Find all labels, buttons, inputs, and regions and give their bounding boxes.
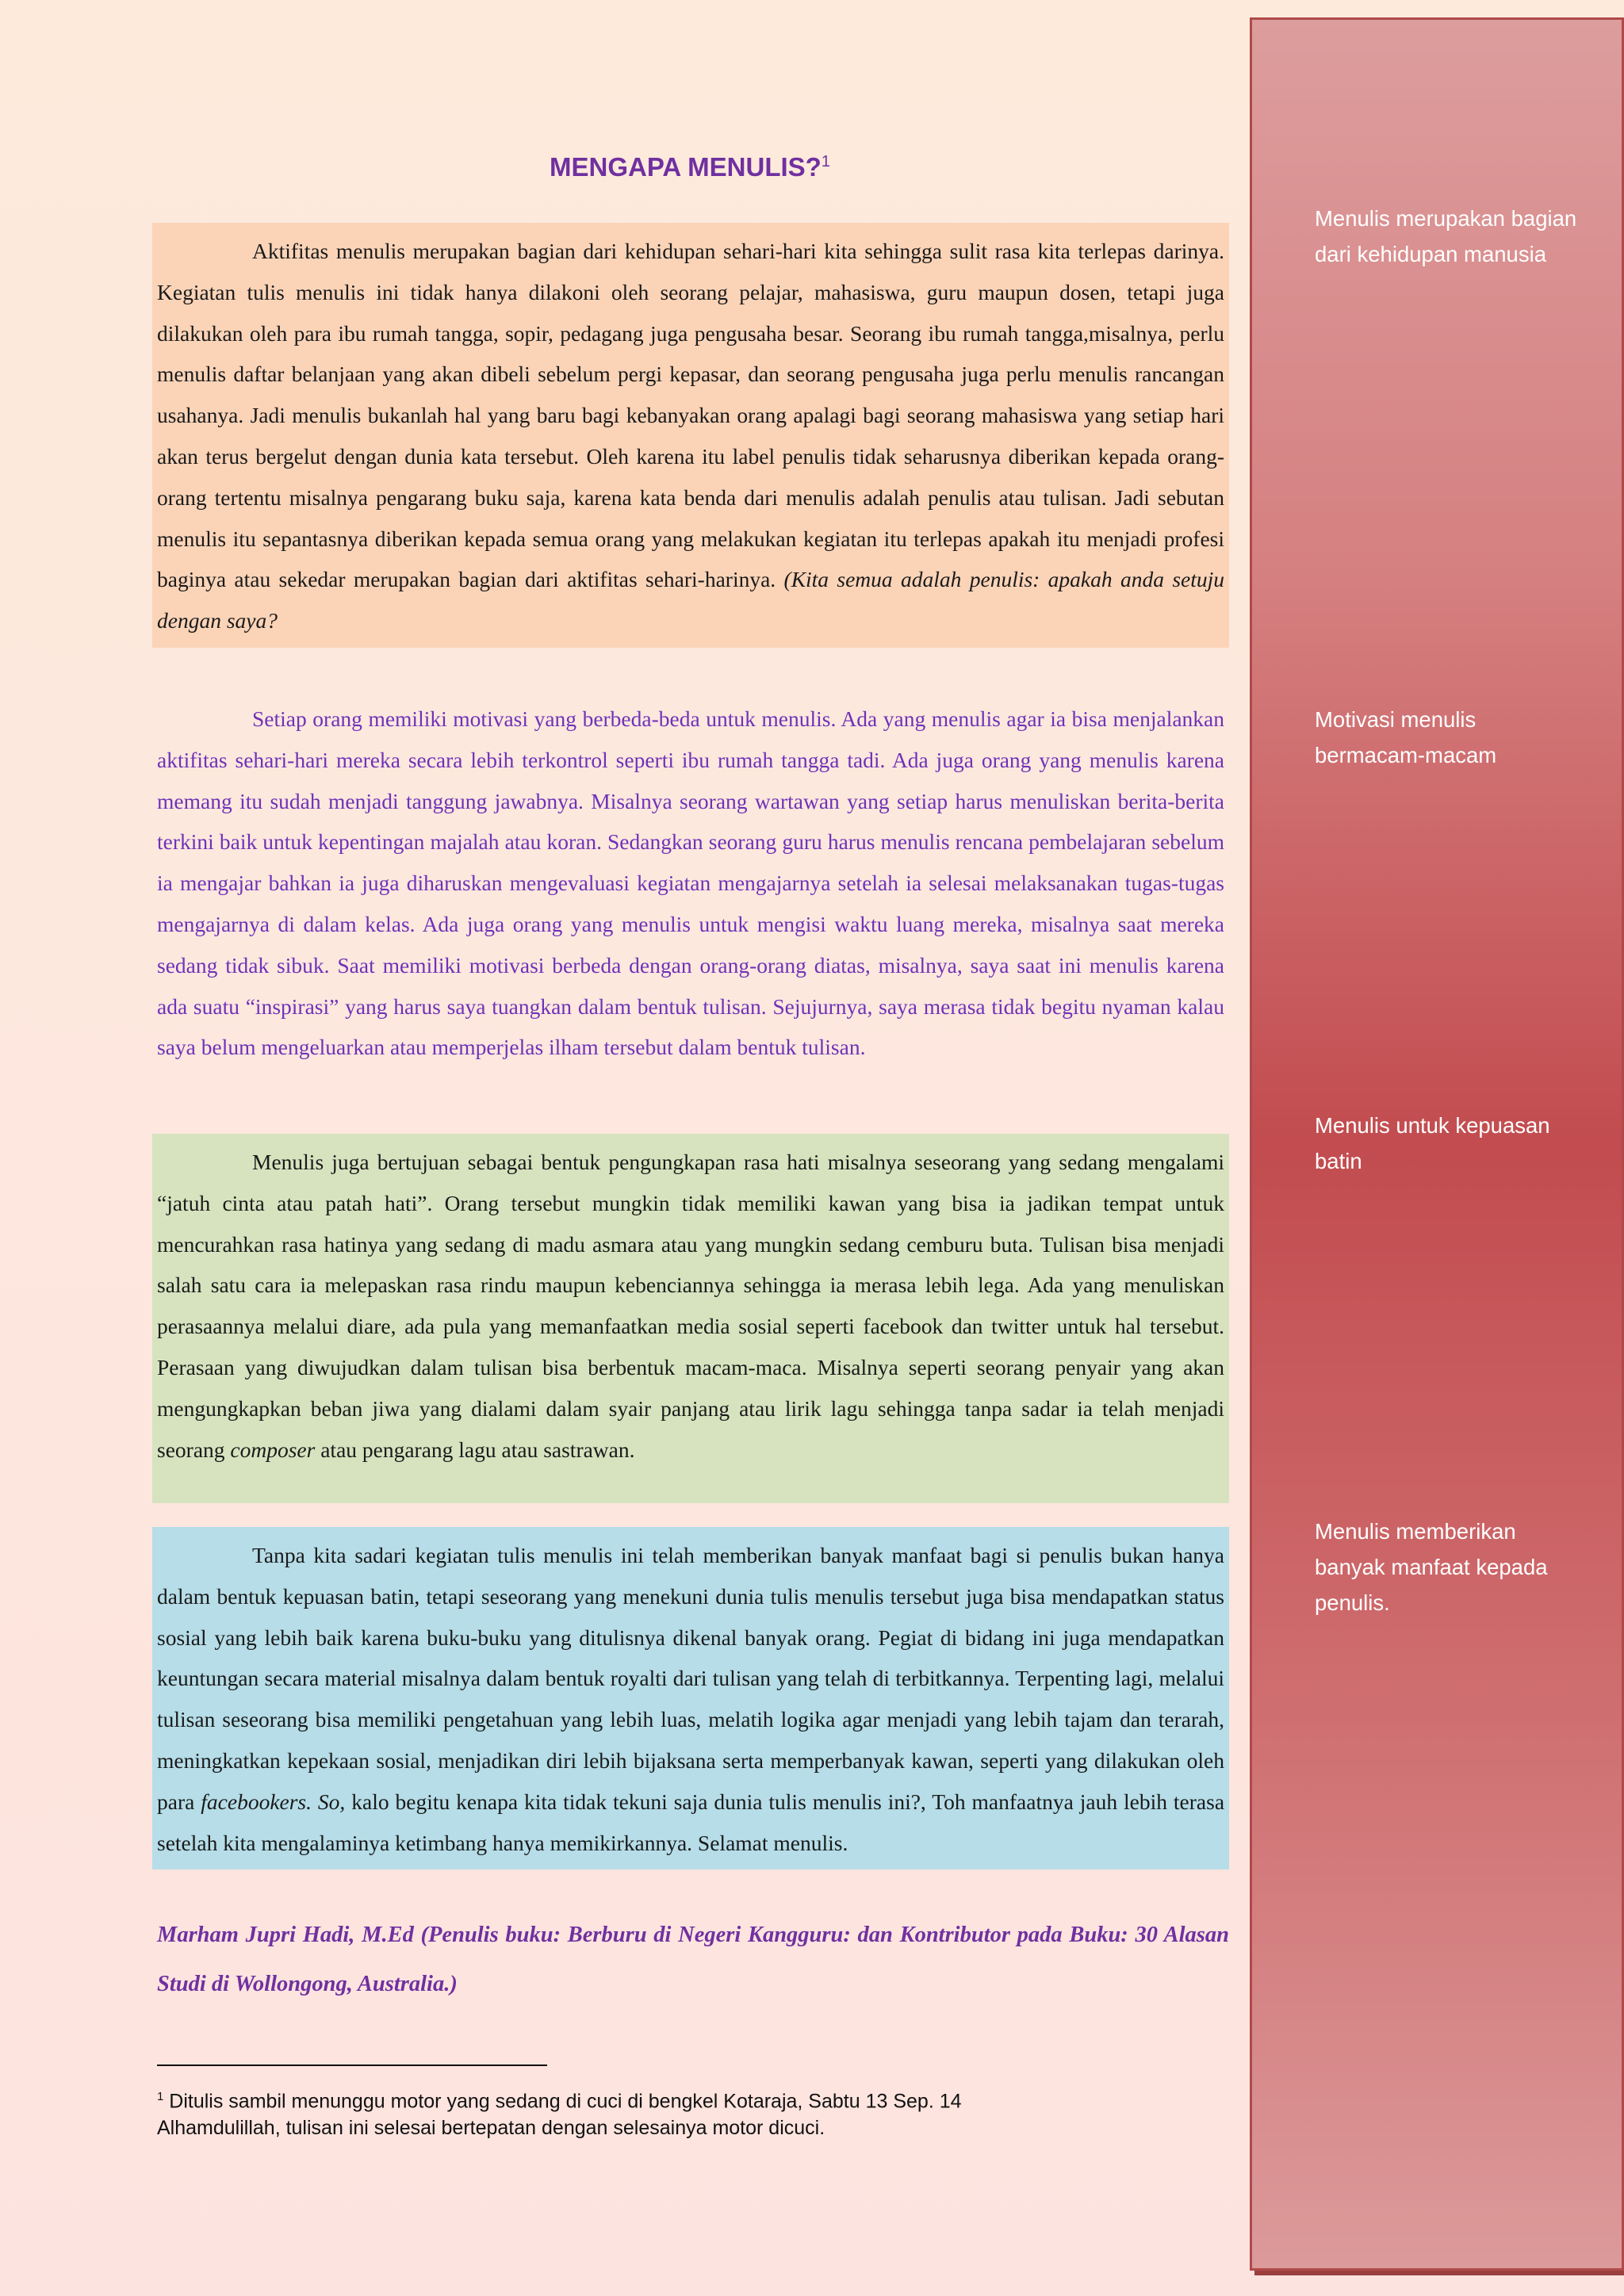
author-line: Marham Jupri Hadi, M.Ed (Penulis buku: Berburu di Negeri Kangguru: dan Kontributor pada Buku: 30 Alasan Studi di Wollongong, Australia.) — [157, 1923, 1229, 1996]
footnote-divider — [157, 2064, 547, 2066]
paragraph-1-text: Aktifitas menulis merupakan bagian dari kehidupan sehari-hari kita sehingga sulit rasa kita terlepas darinya. Kegiatan tulis menulis ini tidak hanya dilakoni oleh seorang pelajar, mahasiswa, guru maupun dosen, tetapi juga dilakukan oleh para ibu rumah tangga, sopir, pedagang juga pengusaha besar. Seorang ibu rumah tangga,misalnya, perlu menulis daftar belanjaan yang akan dibeli sebelum pergi kepasar, dan seorang pengusaha juga perlu menulis rancangan usahanya. Jadi menulis bukanlah hal yang baru bagi kebanyakan orang apalagi bagi seorang mahasiswa yang setiap hari akan terus bergelut dengan dunia kata tersebut. Oleh karena itu label penulis tidak seharusnya diberikan kepada orang-orang tertentu misalnya pengarang buku saja, karena kata benda dari menulis adalah penulis atau tulisan. Jadi sebutan menulis itu sepantasnya diberikan kepada semua orang yang melakukan kegiatan itu terlepas apakah itu menjadi profesi baginya atau sekedar merupakan bagian dari aktifitas sehari-harinya. — [157, 239, 1224, 592]
sidebar-note-3: Menulis untuk kepuasan batin — [1315, 1113, 1550, 1173]
paragraph-4-text-end: kalo begitu kenapa kita tidak tekuni saja dunia tulis menulis ini?, Toh manfaatnya jauh lebih terasa setelah kita mengalaminya ketimbang hanya memikirkannya. Selamat menulis. — [157, 1789, 1225, 1855]
footnote-line-1: Ditulis sambil menunggu motor yang sedang di cuci di bengkel Kotaraja, Sabtu 13 Sep. 14 — [169, 2090, 962, 2113]
title-footnote-mark: 1 — [821, 153, 830, 170]
paragraph-1 — [152, 223, 1229, 648]
page-title — [151, 152, 1229, 182]
sidebar-note-1: Menulis merupakan bagian dari kehidupan manusia — [1315, 206, 1577, 266]
footnote-mark: 1 — [157, 2090, 164, 2103]
paragraph-1-italic: (Kita semua adalah penulis: apakah anda setuju dengan saya? — [157, 567, 1225, 633]
paragraph-4-text: Tanpa kita sadari kegiatan tulis menulis ini telah memberikan banyak manfaat bagi si penulis bukan hanya dalam bentuk kepuasan batin, tetapi seseorang yang menekuni dunia tulis menulis tersebut juga bisa mendapatkan status sosial yang lebih baik karena buku-buku yang ditulisnya dikenal banyak orang. Pegiat di bidang ini juga mendapatkan keuntungan secara material misalnya dalam bentuk royalti dari tulisan yang telah di terbitkannya. Terpenting lagi, melalui tulisan seseorang bisa memiliki pengetahuan yang lebih luas, melatih logika agar menjadi yang lebih tajam dan terarah, meningkatkan kepekaan sosial, menjadikan diri lebih bijaksana serta memperbanyak kawan, seperti yang dilakukan oleh para — [157, 1543, 1224, 1814]
paragraph-4 — [152, 1527, 1229, 1869]
sidebar-note-2: Motivasi menulis bermacam-macam — [1315, 707, 1497, 767]
sidebar-note-4: Menulis memberikan banyak manfaat kepada penulis. — [1315, 1519, 1548, 1615]
paragraph-3-italic: composer — [230, 1437, 316, 1462]
paragraph-3-text: Menulis juga bertujuan sebagai bentuk pengungkapan rasa hati misalnya seseorang yang sedang mengalami “jatuh cinta atau patah hati”. Orang tersebut mungkin tidak memiliki kawan yang bisa ia jadikan tempat untuk mencurahkan rasa hatinya yang sedang di madu asmara atau yang mungkin sedang cemburu buta. Tulisan bisa menjadi salah satu cara ia melepaskan rasa rindu maupun kebenciannya sehingga ia merasa lebih lega. Ada yang menuliskan perasaannya melalui diare, ada pula yang memanfaatkan media sosial seperti facebook dan twitter untuk hal tersebut. Perasaan yang diwujudkan dalam tulisan bisa berbentuk macam-maca. Misalnya seperti seorang penyair yang akan mengungkapkan beban jiwa yang dialami dalam syair panjang atau lirik lagu sehingga tanpa sadar ia telah menjadi seorang — [157, 1150, 1224, 1462]
paragraph-2 — [152, 691, 1229, 1074]
paragraph-3 — [152, 1134, 1229, 1503]
paragraph-2-text: Setiap orang memiliki motivasi yang berbeda-beda untuk menulis. Ada yang menulis agar ia bisa menjalankan aktifitas sehari-hari mereka secara lebih terkontrol seperti ibu rumah tangga tadi. Ada juga orang yang menulis karena memang itu sudah menjadi tanggung jawabnya. Misalnya seorang wartawan yang setiap harus menuliskan berita-berita terkini baik untuk kepentingan majalah atau koran. Sedangkan seorang guru harus menulis rencana pembelajaran sebelum ia mengajar bahkan ia juga diharuskan mengevaluasi kegiatan mengajarnya setelah ia selesai melaksanakan tugas-tugas mengajarnya di dalam kelas. Ada juga orang yang menulis untuk mengisi waktu luang mereka, misalnya saat mereka sedang tidak sibuk. Saat memiliki motivasi berbeda dengan orang-orang diatas, misalnya, saya saat ini menulis karena ada suatu “inspirasi” yang harus saya tuangkan dalam bentuk tulisan. Sejujurnya, saya merasa tidak begitu nyaman kalau saya belum mengeluarkan atau memperjelas ilham tersebut dalam bentuk tulisan. — [157, 706, 1224, 1060]
paragraph-4-italic: facebookers. So, — [201, 1789, 346, 1814]
paragraph-3-text-end: atau pengarang lagu atau sastrawan. — [320, 1437, 635, 1462]
title-text: MENGAPA MENULIS? — [550, 152, 822, 182]
footnote — [157, 2084, 1188, 2141]
footnote-line-2: Alhamdulillah, tulisan ini selesai bertepatan dengan selesainya motor dicuci. — [157, 2117, 825, 2140]
